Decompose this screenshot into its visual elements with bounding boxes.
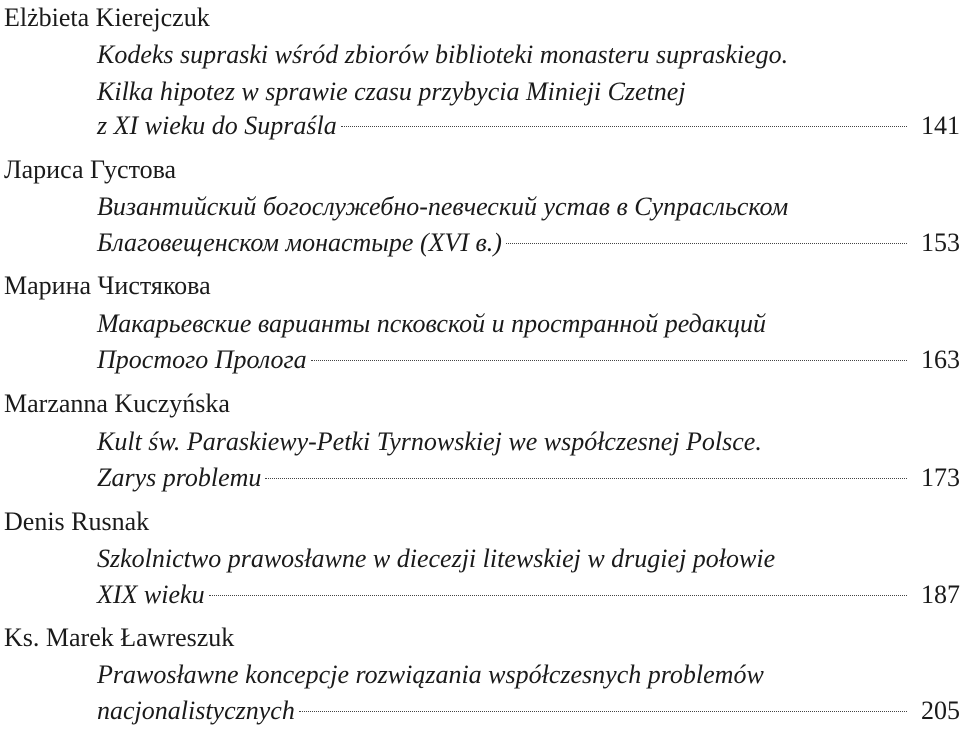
toc-title-line: Kult św. Paraskiewy-Petki Tyrnowskiej we współczesnej Polsce. (97, 427, 762, 456)
toc-title-line: Prawosławne koncepcje rozwiązania współczesnych problemów (97, 660, 764, 689)
toc-author: Denis Rusnak (4, 507, 150, 536)
toc-title-line: z XI wieku do Supraśla (97, 111, 337, 140)
dot-leader (265, 478, 907, 479)
toc-entry-last-line (97, 693, 960, 729)
dot-leader (506, 243, 907, 244)
page-number: 141 (921, 111, 960, 140)
toc-author: Марина Чистякова (4, 271, 211, 300)
dot-leader (209, 595, 907, 596)
toc-entry-last-line (97, 577, 960, 613)
toc-title-line: nacjonalistycznych (97, 696, 295, 725)
toc-title-line: Простого Пролога (97, 345, 307, 374)
dot-leader (341, 126, 907, 127)
toc-entry-last-line (97, 460, 960, 496)
toc-title-line: Византийский богослужебно-певческий устав в Супрасльском (97, 192, 789, 221)
toc-title-line: XIX wieku (97, 580, 205, 609)
page-number: 153 (921, 228, 960, 257)
toc-entry-last-line (97, 342, 960, 378)
page-number: 163 (921, 345, 960, 374)
toc-author: Ks. Marek Ławreszuk (4, 623, 235, 652)
dot-leader (299, 711, 907, 712)
toc-title-line: Kodeks supraski wśród zbiorów biblioteki monasteru supraskiego. (97, 40, 789, 69)
toc-title-line: Благовещенском монастыре (XVI в.) (97, 228, 502, 257)
page-number: 205 (921, 696, 960, 725)
toc-entry-last-line (97, 225, 960, 261)
page-number: 173 (921, 463, 960, 492)
toc-author: Лариса Густова (4, 155, 177, 184)
toc-title-line: Макарьевские варианты псковской и пространной редакций (97, 309, 766, 338)
toc-entry-last-line (97, 108, 960, 144)
toc-author: Marzanna Kuczyńska (4, 389, 230, 418)
page-number: 187 (921, 580, 960, 609)
dot-leader (311, 360, 907, 361)
toc-title-line: Zarys problemu (97, 463, 262, 492)
toc-author: Elżbieta Kierejczuk (4, 3, 210, 32)
toc-title-line: Kilka hipotez w sprawie czasu przybycia Minieji Czetnej (97, 77, 686, 106)
toc-title-line: Szkolnictwo prawosławne w diecezji litewskiej w drugiej połowie (97, 544, 776, 573)
